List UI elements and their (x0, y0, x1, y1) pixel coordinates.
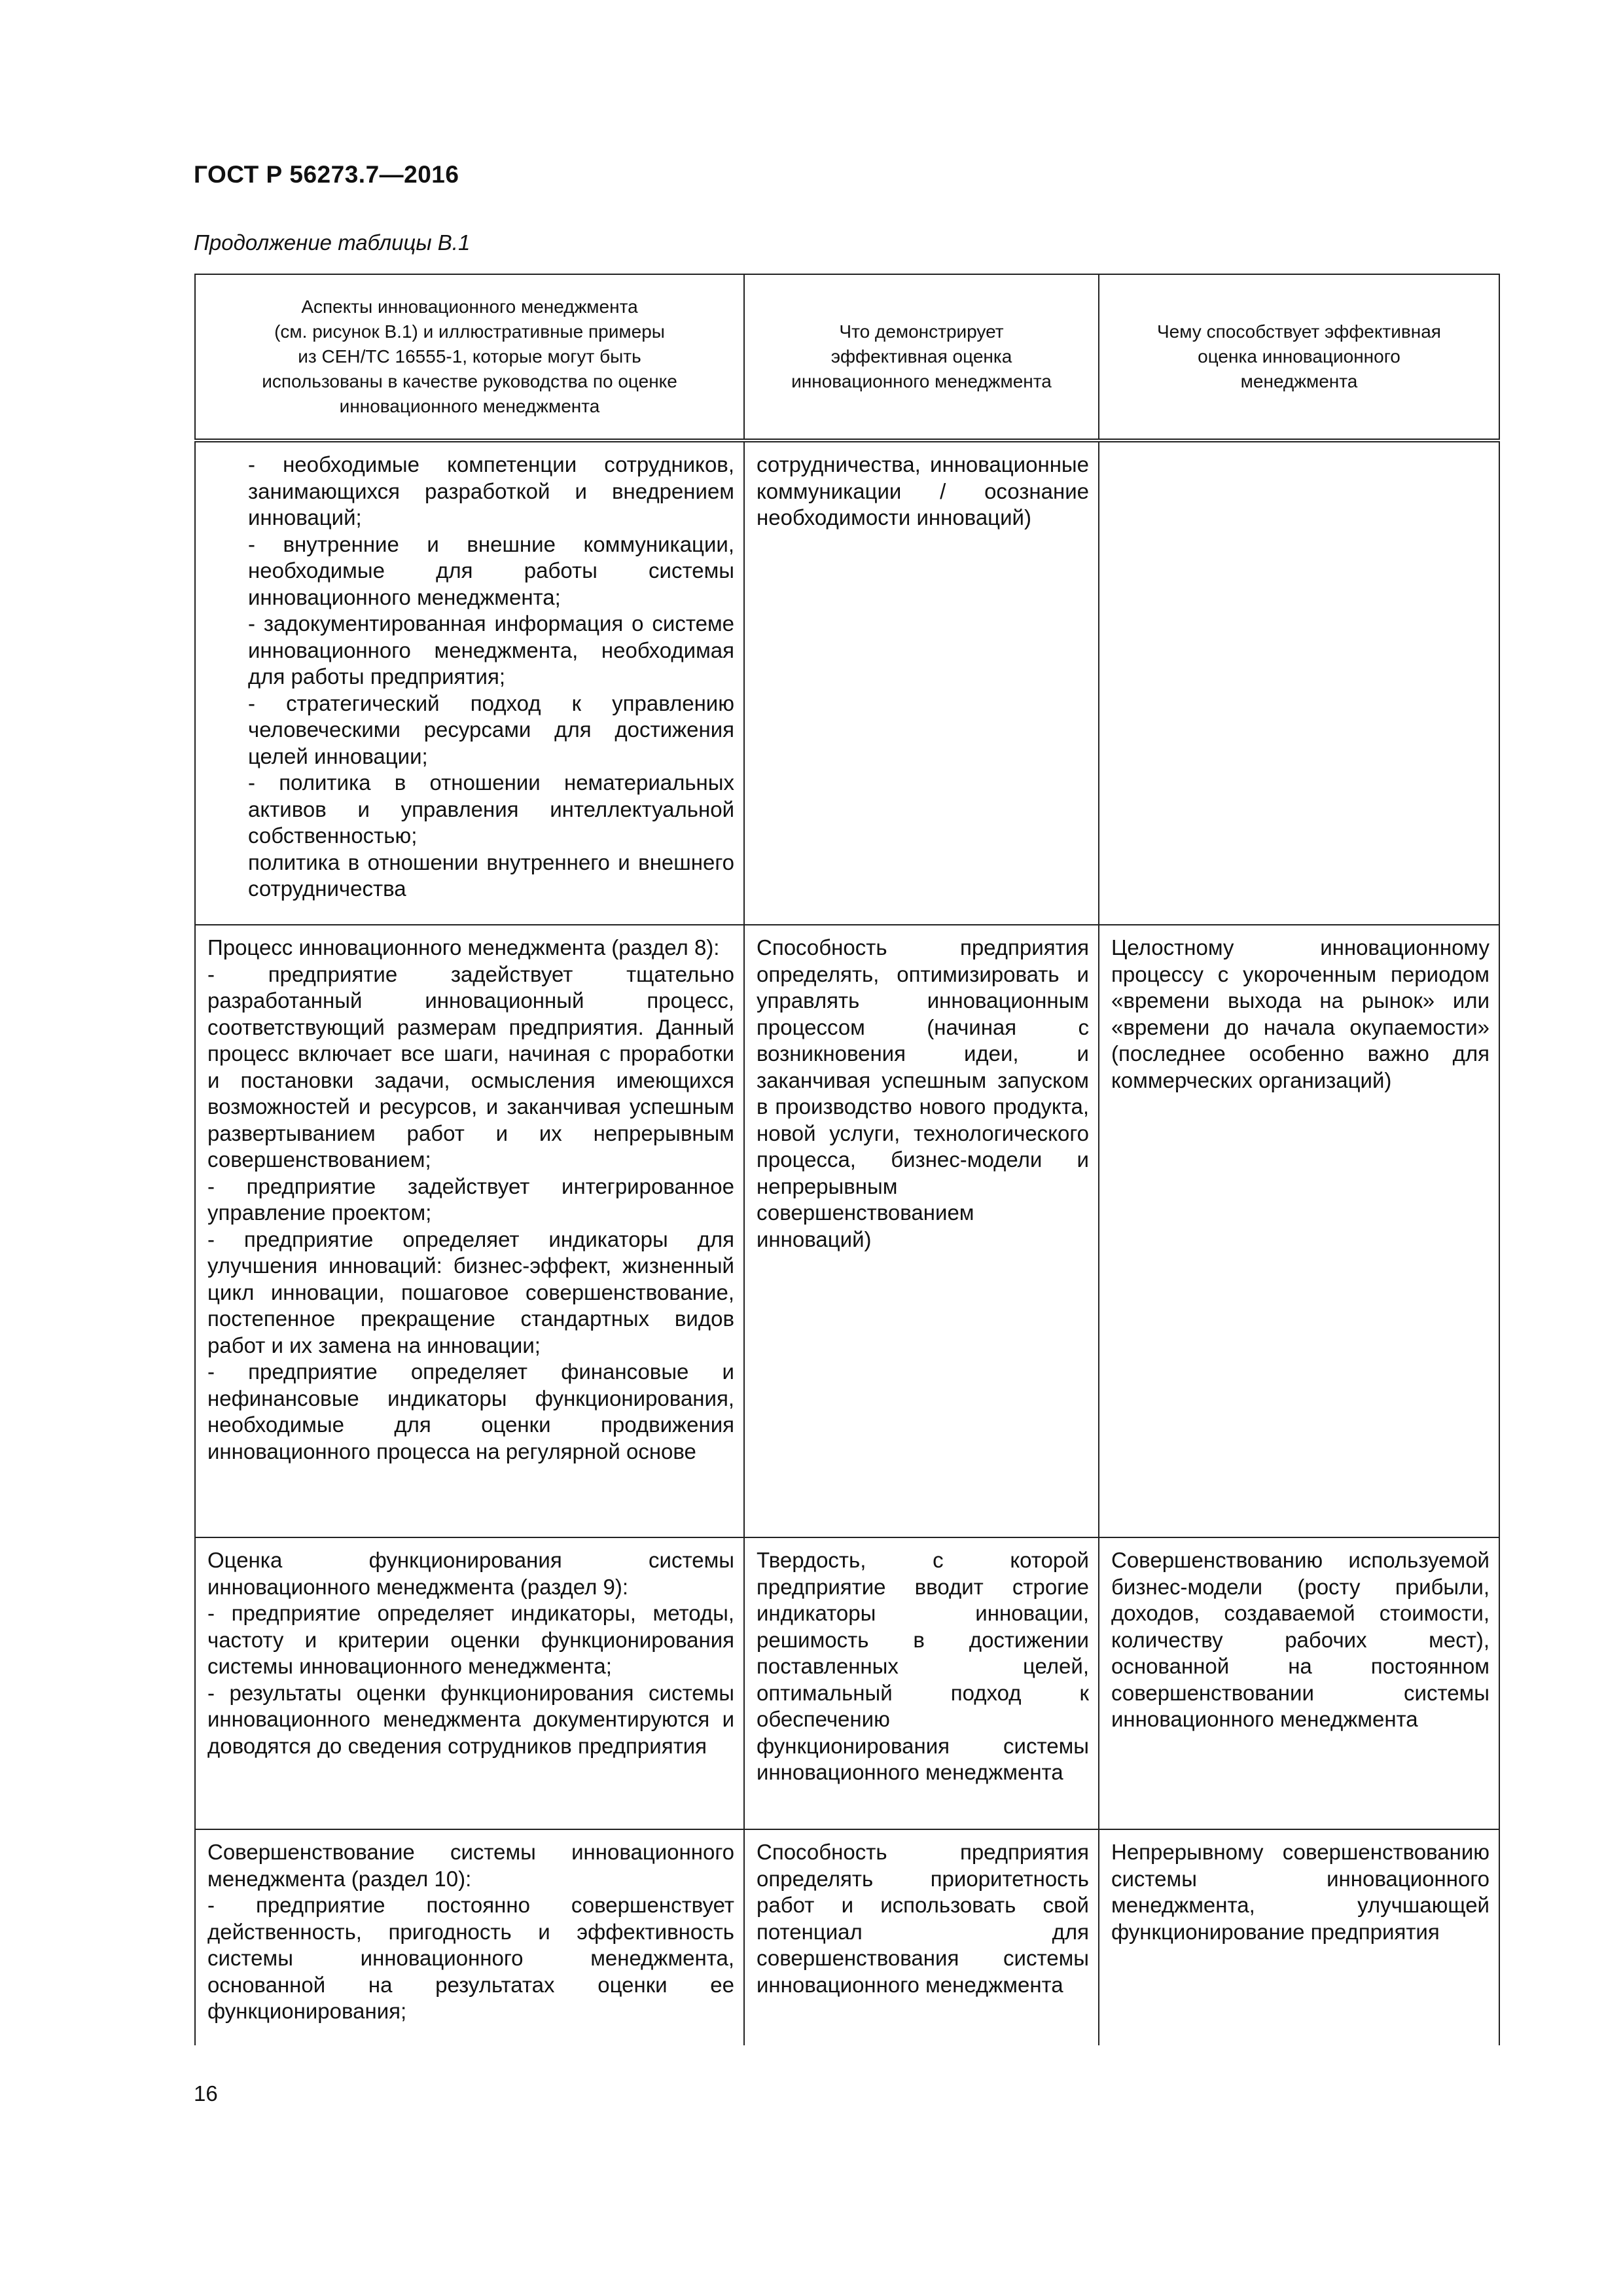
table-row (195, 1537, 1499, 1829)
table-row (195, 925, 1499, 1537)
table-caption: Продолжение таблицы В.1 (194, 230, 471, 255)
page-number: 16 (194, 2081, 218, 2106)
row-demonstrates-cell: Способность предприятия определять, оптимизировать и управлять инновационным процессом (начиная с возникновения идеи, и заканчивая успешным запуском в производство нового продукта, новой услуги, технологического процесса, бизнес-модели и непрерывным совершенствованием инноваций) (744, 925, 1099, 1537)
header-demonstrates: Что демонстрирует эффективная оценка инновационного менеджмента (744, 274, 1099, 440)
section-title: Процесс инновационного менеджмента (раздел 8): (207, 935, 720, 960)
row-contributes-cell: Совершенствованию используемой бизнес-модели (росту прибыли, доходов, создаваемой стоимости, количеству рабочих мест), основанной на постоянном совершенствовании системы инновационного менеджмента (1099, 1537, 1499, 1829)
document-code: ГОСТ Р 56273.7—2016 (194, 161, 459, 188)
table-row (195, 440, 1499, 925)
list-item: - предприятие определяет индикаторы, методы, частоту и критерии оценки функционирования системы инновационного менеджмента; (207, 1601, 734, 1678)
innovation-management-table (194, 274, 1500, 2045)
table-row (195, 1829, 1499, 2045)
row-demonstrates-cell: сотрудничества, инновационные коммуникации / осознание необходимости инноваций) (744, 440, 1099, 925)
list-item: - политика в отношении нематериальных активов и управления интеллектуальной собственностью; (248, 770, 734, 848)
row-aspects-cell (195, 1537, 744, 1829)
list-item: - задокументированная информация о системе инновационного менеджмента, необходимая для работы предприятия; (248, 611, 734, 689)
row-demonstrates-cell: Твердость, с которой предприятие вводит строгие индикаторы инновации, решимость в достижении поставленных целей, оптимальный подход к обеспечению функционирования системы инновационного менеджмента (744, 1537, 1099, 1829)
row-aspects-cell (195, 1829, 744, 2045)
list-item: - предприятие определяет финансовые и нефинансовые индикаторы функционирования, необходимые для оценки продвижения инновационного процесса на регулярной основе (207, 1359, 734, 1463)
row-contributes-cell: Непрерывному совершенствованию системы инновационного менеджмента, улучшающей функционирование предприятия (1099, 1829, 1499, 2045)
list-item: - внутренние и внешние коммуникации, необходимые для работы системы инновационного менеджмента; (248, 531, 734, 609)
table-header-row (195, 274, 1499, 440)
list-item: - необходимые компетенции сотрудников, занимающихся разработкой и внедрением инноваций; (248, 452, 734, 529)
list-item: политика в отношении внутреннего и внешнего сотрудничества (248, 850, 734, 901)
row-demonstrates-cell: Способность предприятия определять приоритетность работ и использовать свой потенциал для совершенствования системы инновационного менеджмента (744, 1829, 1099, 2045)
list-item: - предприятие определяет индикаторы для улучшения инноваций: бизнес-эффект, жизненный цикл инновации, пошаговое совершенствование, постепенное прекращение стандартных видов работ и их замена на инновации; (207, 1227, 734, 1357)
header-aspects: Аспекты инновационного менеджмента (см. рисунок В.1) и иллюстративные примеры из СЕН/ТС 16555-1, которые могут быть использованы в качестве руководства по оценке инновационного менеджмента (195, 274, 744, 440)
header-contributes: Чему способствует эффективная оценка инновационного менеджмента (1099, 274, 1499, 440)
row-aspects-cell (195, 925, 744, 1537)
section-title: Совершенствование системы инновационного менеджмента (раздел 10): (207, 1840, 734, 1891)
list-item: - предприятие постоянно совершенствует действенность, пригодность и эффективность системы инновационного менеджмента, основанной на результатах оценки ее функционирования; (207, 1893, 734, 2023)
section-title: Оценка функционирования системы инновационного менеджмента (раздел 9): (207, 1548, 734, 1599)
row-aspects-cell (195, 440, 744, 925)
list-item: - стратегический подход к управлению человеческими ресурсами для достижения целей инновации; (248, 691, 734, 768)
list-item: - предприятие задействует тщательно разработанный инновационный процесс, соответствующий размерам предприятия. Данный процесс включает все шаги, начиная с проработки и постановки задачи, осмысления имеющихся возможностей и ресурсов, и заканчивая успешным развертыванием работ и их непрерывным совершенствованием; (207, 961, 734, 1172)
row-contributes-cell (1099, 440, 1499, 925)
list-item: - результаты оценки функционирования системы инновационного менеджмента документируются и доводятся до сведения сотрудников предприятия (207, 1680, 734, 1758)
list-item: - предприятие задействует интегрированное управление проектом; (207, 1174, 734, 1225)
row-contributes-cell: Целостному инновационному процессу с укороченным периодом «времени выхода на рынок» или «времени до начала окупаемости» (последнее особенно важно для коммерческих организаций) (1099, 925, 1499, 1537)
